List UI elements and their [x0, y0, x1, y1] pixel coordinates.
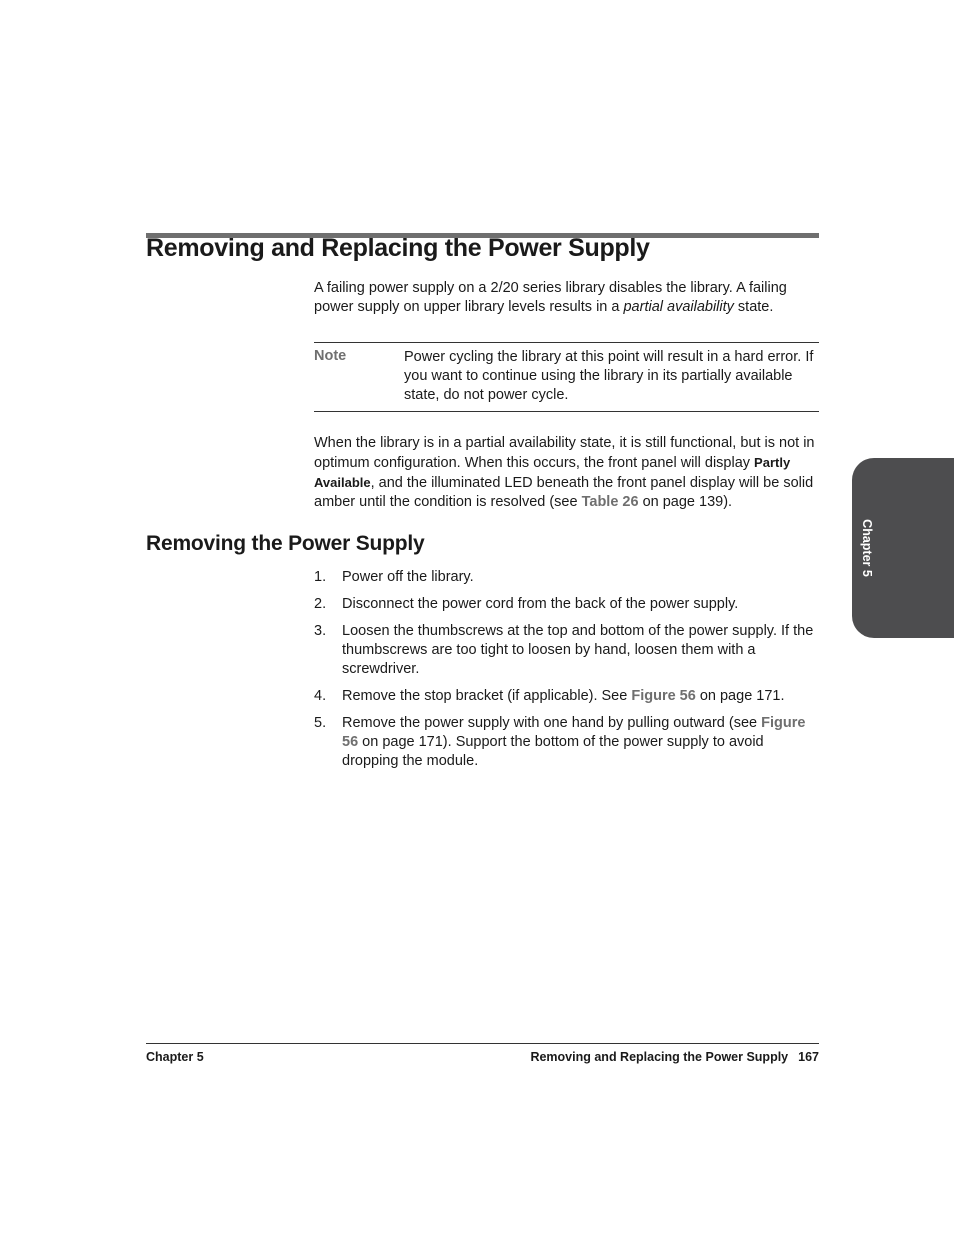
step-item [314, 622, 819, 679]
partial-text-1: When the library is in a partial availability state, it is still functional, but is not in optimum configuration. When this occurs, the front panel will display [314, 435, 815, 471]
note-text: Power cycling the library at this point will result in a hard error. If you want to continue using the library in its partially available state, do not power cycle. [404, 349, 814, 403]
procedure-steps [314, 568, 819, 779]
step-text-after: on page 171). Support the bottom of the power supply to avoid dropping the module. [342, 734, 764, 769]
section-heading: Removing the Power Supply [146, 532, 425, 555]
partial-text-2: , and the illuminated LED beneath the front panel display will be solid amber until the condition is resolved (see [314, 475, 814, 510]
partial-text-3: on page 139). [638, 494, 733, 510]
page-title: Removing and Replacing the Power Supply [146, 234, 650, 262]
intro-text-before: A failing power supply on a 2/20 series library disables the library. A failing power supply on upper library levels results in a [314, 280, 787, 315]
table-26-link[interactable]: Table 26 [581, 494, 639, 510]
chapter-tab-label: Chapter 5 [860, 519, 874, 577]
footer-title: Removing and Replacing the Power Supply [530, 1050, 789, 1064]
step-text-before: Remove the power supply with one hand by pulling outward (see [342, 715, 762, 731]
step-number: 5. [314, 715, 327, 731]
step-text: Loosen the thumbscrews at the top and bottom of the power supply. If the thumbscrews are too tight to loosen by hand, loosen them with a screwdriver. [342, 623, 814, 677]
note-label: Note [314, 348, 347, 364]
figure-56-link[interactable]: Figure 56 [342, 715, 806, 750]
partial-availability-paragraph [314, 434, 819, 512]
front-panel-message: Partly Available [314, 455, 791, 490]
intro-text-after: state. [733, 299, 774, 315]
footer-right [530, 1050, 819, 1064]
step-number: 4. [314, 688, 327, 704]
step-number: 1. [314, 569, 327, 585]
step-text: Power off the library. [342, 569, 474, 585]
step-number: 2. [314, 596, 327, 612]
step-text: Disconnect the power cord from the back of the power supply. [342, 596, 739, 612]
footer-chapter: Chapter 5 [146, 1050, 204, 1064]
note-box [314, 342, 819, 412]
intro-emphasis: partial availability [623, 299, 734, 315]
intro-paragraph [314, 279, 819, 317]
step-item [314, 568, 819, 587]
footer-rule [146, 1043, 819, 1044]
step-item [314, 687, 819, 706]
step-item [314, 595, 819, 614]
step-text-after: on page 171. [695, 688, 785, 704]
figure-56-link[interactable]: Figure 56 [631, 688, 696, 704]
page-number: 167 [798, 1050, 819, 1064]
step-number: 3. [314, 623, 327, 639]
step-text-before: Remove the stop bracket (if applicable). See [342, 688, 632, 704]
step-item [314, 714, 819, 771]
